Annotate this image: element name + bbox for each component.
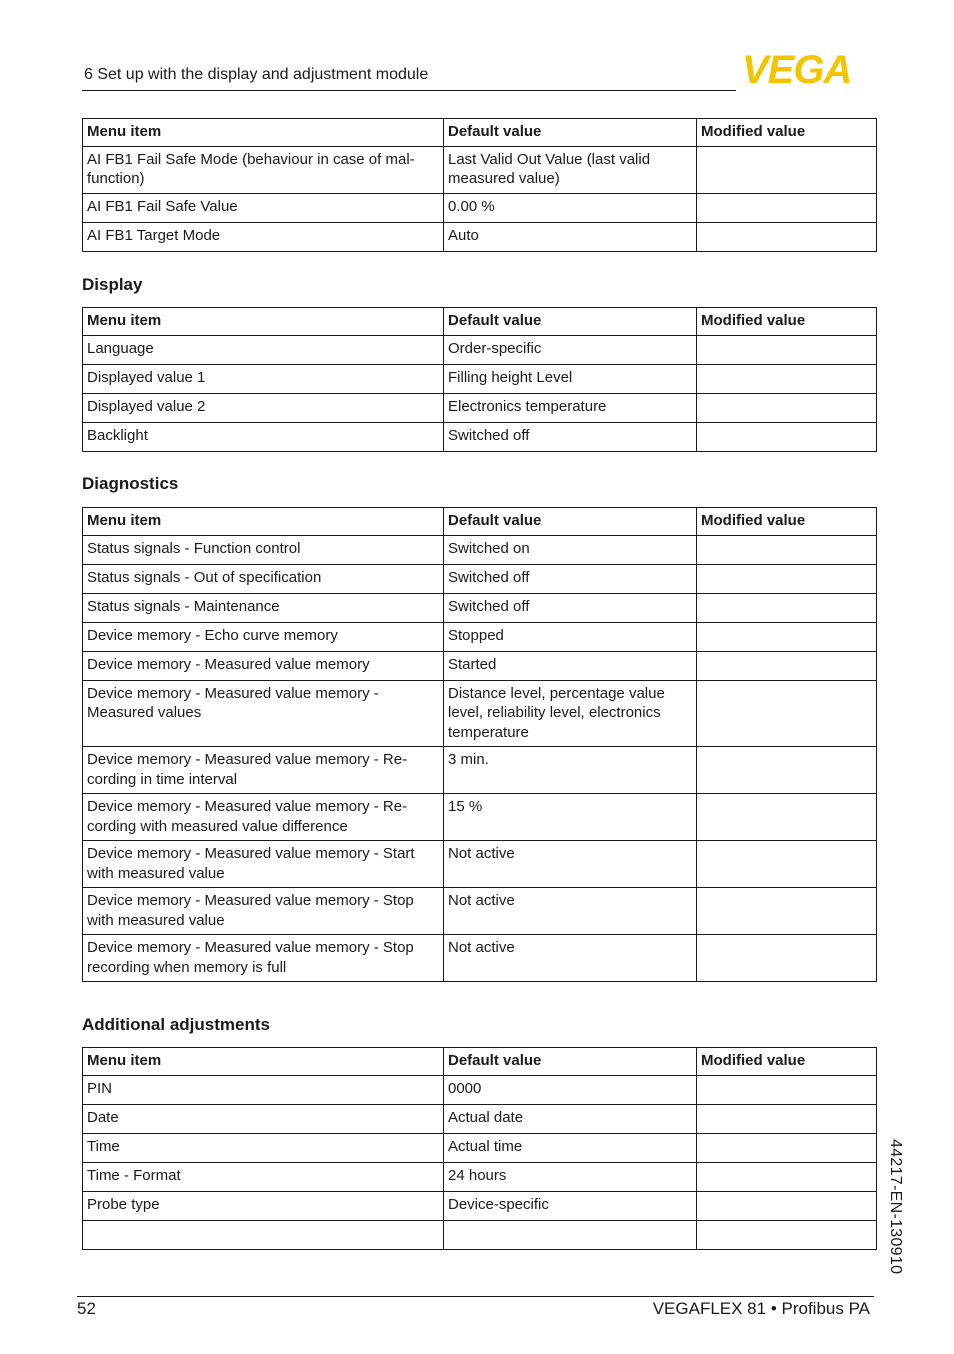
table-row [83, 593, 877, 622]
cell-default-value [444, 1220, 697, 1249]
cell-modified-value [697, 364, 877, 393]
cell-menu-item: Status signals - Function control [83, 535, 444, 564]
col-header-modified-value: Modified value [697, 508, 877, 536]
table-row [83, 1162, 877, 1191]
col-header-modified-value: Modified value [697, 308, 877, 336]
col-header-default-value: Default value [444, 119, 697, 147]
cell-menu-item: AI FB1 Target Mode [83, 222, 444, 251]
table-row [83, 794, 877, 841]
cell-default-value: 0000 [444, 1075, 697, 1104]
section-heading-additional-adjustments: Additional adjustments [82, 1015, 270, 1034]
table-row [83, 841, 877, 888]
table-fb1-settings [82, 118, 877, 252]
table-row [83, 146, 877, 193]
cell-default-value: 24 hours [444, 1162, 697, 1191]
table-body [83, 146, 877, 251]
cell-modified-value [697, 747, 877, 794]
cell-modified-value [697, 1162, 877, 1191]
table-row [83, 622, 877, 651]
cell-default-value: Not active [444, 841, 697, 888]
cell-default-value: Actual time [444, 1133, 697, 1162]
table-body [83, 535, 877, 982]
cell-menu-item: Time [83, 1133, 444, 1162]
table-header-row [83, 119, 877, 147]
cell-menu-item: Device memory - Measured value memory - Measured values [83, 680, 444, 747]
cell-default-value: Actual date [444, 1104, 697, 1133]
cell-menu-item: Device memory - Measured value memory - Re-cording in time interval [83, 747, 444, 794]
header-rule [82, 90, 736, 91]
svg-text:VEGA: VEGA [742, 52, 852, 84]
cell-modified-value [697, 841, 877, 888]
table-header-row [83, 1048, 877, 1076]
table-row [83, 364, 877, 393]
table-diagnostics [82, 507, 877, 982]
table-row [83, 1133, 877, 1162]
table-row [83, 1104, 877, 1133]
table-row [83, 747, 877, 794]
cell-default-value: Not active [444, 935, 697, 982]
cell-menu-item: Date [83, 1104, 444, 1133]
cell-modified-value [697, 146, 877, 193]
cell-modified-value [697, 1133, 877, 1162]
cell-modified-value [697, 564, 877, 593]
col-header-menu-item: Menu item [83, 308, 444, 336]
cell-default-value: Distance level, percentage value level, reliability level, electronics temperature [444, 680, 697, 747]
cell-menu-item: AI FB1 Fail Safe Mode (behaviour in case of mal-function) [83, 146, 444, 193]
cell-modified-value [697, 680, 877, 747]
table-row [83, 222, 877, 251]
cell-default-value: Switched off [444, 422, 697, 451]
col-header-default-value: Default value [444, 1048, 697, 1076]
table-row [83, 193, 877, 222]
table-display [82, 307, 877, 452]
cell-menu-item: Backlight [83, 422, 444, 451]
col-header-menu-item: Menu item [83, 119, 444, 147]
col-header-modified-value: Modified value [697, 1048, 877, 1076]
cell-default-value: Started [444, 651, 697, 680]
cell-modified-value [697, 1191, 877, 1220]
table-row [83, 422, 877, 451]
table-row [83, 393, 877, 422]
cell-menu-item: Device memory - Echo curve memory [83, 622, 444, 651]
cell-modified-value [697, 393, 877, 422]
cell-modified-value [697, 535, 877, 564]
cell-menu-item: Displayed value 1 [83, 364, 444, 393]
cell-menu-item: Displayed value 2 [83, 393, 444, 422]
table-row [83, 680, 877, 747]
cell-modified-value [697, 335, 877, 364]
cell-default-value: Electronics temperature [444, 393, 697, 422]
footer-rule [77, 1296, 874, 1297]
table-row [83, 651, 877, 680]
table-row [83, 564, 877, 593]
cell-default-value: Device-specific [444, 1191, 697, 1220]
table-row [83, 335, 877, 364]
col-header-modified-value: Modified value [697, 119, 877, 147]
col-header-menu-item: Menu item [83, 1048, 444, 1076]
cell-modified-value [697, 593, 877, 622]
vega-logo [742, 52, 872, 84]
cell-menu-item: Probe type [83, 1191, 444, 1220]
cell-menu-item: Device memory - Measured value memory - Start with measured value [83, 841, 444, 888]
cell-menu-item [83, 1220, 444, 1249]
cell-menu-item: Time - Format [83, 1162, 444, 1191]
cell-menu-item: PIN [83, 1075, 444, 1104]
cell-menu-item: AI FB1 Fail Safe Value [83, 193, 444, 222]
footer-product-name: VEGAFLEX 81 • Profibus PA [652, 1299, 870, 1318]
cell-menu-item: Status signals - Out of specification [83, 564, 444, 593]
cell-default-value: Switched off [444, 564, 697, 593]
cell-modified-value [697, 222, 877, 251]
cell-modified-value [697, 1220, 877, 1249]
col-header-menu-item: Menu item [83, 508, 444, 536]
table-row [83, 888, 877, 935]
table-header-row [83, 308, 877, 336]
cell-menu-item: Device memory - Measured value memory - Stop recording when memory is full [83, 935, 444, 982]
cell-default-value: Filling height Level [444, 364, 697, 393]
cell-modified-value [697, 888, 877, 935]
col-header-default-value: Default value [444, 508, 697, 536]
document-code: 44217-EN-130910 [887, 1139, 904, 1275]
table-row [83, 1220, 877, 1249]
cell-menu-item: Device memory - Measured value memory [83, 651, 444, 680]
table-additional-adjustments [82, 1047, 877, 1250]
section-heading-diagnostics: Diagnostics [82, 474, 179, 493]
cell-default-value: 15 % [444, 794, 697, 841]
cell-menu-item: Status signals - Maintenance [83, 593, 444, 622]
cell-menu-item: Language [83, 335, 444, 364]
table-row [83, 935, 877, 982]
cell-default-value: 3 min. [444, 747, 697, 794]
cell-default-value: Switched on [444, 535, 697, 564]
cell-modified-value [697, 1104, 877, 1133]
cell-default-value: Stopped [444, 622, 697, 651]
cell-default-value: 0.00 % [444, 193, 697, 222]
table-body [83, 1075, 877, 1249]
section-heading-display: Display [82, 275, 143, 294]
cell-modified-value [697, 935, 877, 982]
cell-default-value: Order-specific [444, 335, 697, 364]
table-body [83, 335, 877, 451]
cell-menu-item: Device memory - Measured value memory - Re-cording with measured value difference [83, 794, 444, 841]
cell-modified-value [697, 422, 877, 451]
cell-default-value: Auto [444, 222, 697, 251]
table-header-row [83, 508, 877, 536]
cell-modified-value [697, 193, 877, 222]
cell-modified-value [697, 1075, 877, 1104]
table-row [83, 1191, 877, 1220]
cell-default-value: Not active [444, 888, 697, 935]
cell-modified-value [697, 651, 877, 680]
cell-default-value: Last Valid Out Value (last valid measured value) [444, 146, 697, 193]
cell-modified-value [697, 622, 877, 651]
page-header-title: 6 Set up with the display and adjustment module [84, 66, 429, 83]
cell-modified-value [697, 794, 877, 841]
cell-menu-item: Device memory - Measured value memory - Stop with measured value [83, 888, 444, 935]
table-row [83, 1075, 877, 1104]
page-number: 52 [77, 1299, 96, 1318]
table-row [83, 535, 877, 564]
cell-default-value: Switched off [444, 593, 697, 622]
col-header-default-value: Default value [444, 308, 697, 336]
